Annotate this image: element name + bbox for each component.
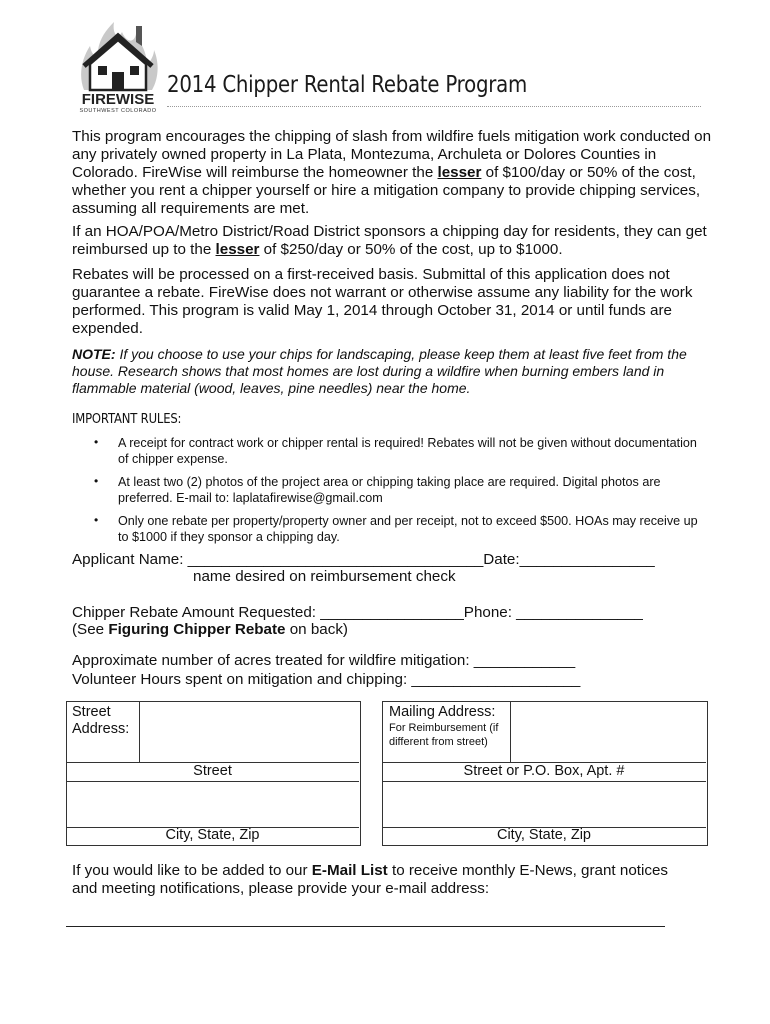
- street-caption: Street: [193, 763, 232, 779]
- rule-item: Only one rebate per property/property owner and per receipt, not to exceed $500. HOAs may receive up to $1000 if they sponsor a chipping day.: [118, 514, 698, 544]
- bullet-icon: •: [94, 474, 99, 488]
- mailing-street-caption: Street or P.O. Box, Apt. #: [463, 763, 625, 779]
- figuring-rebate-reference: Figuring Chipper Rebate: [108, 621, 286, 638]
- firewise-logo: [76, 20, 160, 120]
- intro-paragraph-3: Rebates will be processed on a first-received basis. Submittal of this application does not guarantee a rebate. FireWise does not warrant or otherwise assume any liability for the work performed. This program is valid May 1, 2014 through October 31, 2014 or until funds are expended.: [72, 266, 693, 337]
- intro-paragraph-2: If an HOA/POA/Metro District/Road District sponsors a chipping day for residents, they can get reimbursed up to the lesser of $250/day or 50% of the cost, up to $1000.: [72, 223, 707, 258]
- rebate-amount-hint: (See Figuring Chipper Rebate on back): [72, 621, 348, 638]
- lesser-emphasis: lesser: [215, 241, 260, 258]
- city-caption-left: City, State, Zip: [165, 827, 260, 843]
- street-address-input[interactable]: [140, 701, 359, 762]
- bullet-icon: •: [94, 435, 99, 449]
- acres-treated-field[interactable]: Approximate number of acres treated for wildfire mitigation: ____________: [72, 652, 576, 669]
- city-caption-right: City, State, Zip: [496, 827, 591, 843]
- rules-heading: IMPORTANT RULES:: [72, 411, 182, 427]
- rule-item: At least two (2) photos of the project area or chipping taking place are required. Digital photos are preferred. E-mail to: laplatafirewise@gmail.com: [118, 475, 661, 505]
- city-state-zip-input[interactable]: [67, 781, 359, 827]
- rule-item: A receipt for contract work or chipper rental is required! Rebates will not be given without documentation of chipper expense.: [118, 436, 697, 466]
- street-address-label: Street Address:: [72, 704, 130, 737]
- mailing-address-label: Mailing Address:: [389, 704, 496, 720]
- applicant-name-field[interactable]: Applicant Name: ___________________________________Date:________________: [72, 551, 655, 568]
- note-label: NOTE:: [72, 346, 116, 362]
- logo-subtitle: SOUTHWEST COLORADO: [79, 108, 157, 114]
- house-flame-icon: [76, 20, 160, 94]
- applicant-name-hint: name desired on reimbursement check: [193, 568, 456, 585]
- mailing-city-input[interactable]: [383, 781, 705, 827]
- mailing-address-input[interactable]: [511, 701, 706, 762]
- volunteer-hours-field[interactable]: Volunteer Hours spent on mitigation and chipping: ____________________: [72, 671, 581, 688]
- note-paragraph: NOTE: If you choose to use your chips for landscaping, please keep them at least five feet from the house. Research shows that most homes are lost during a wildfire when burning embers land in flammable material (wood, leaves, pine needles) near the home.: [72, 346, 687, 396]
- logo-wordmark: FIREWISE: [81, 91, 155, 108]
- address-table: [66, 701, 708, 846]
- title-divider: [167, 106, 701, 107]
- intro-paragraph-1: This program encourages the chipping of slash from wildfire fuels mitigation work conducted on any privately owned property in La Plata, Montezuma, Archuleta or Dolores Counties in Colorado. FireWise will reimburse the homeowner the lesser of $100/day or 50% of the cost, whether you rent a chipper yourself or hire a mitigation company to provide chipping services, assuming all requirements are met.: [72, 128, 712, 217]
- email-address-input[interactable]: [66, 926, 665, 927]
- page-title: 2014 Chipper Rental Rebate Program: [167, 72, 527, 98]
- email-list-paragraph: If you would like to be added to our E-Mail List to receive monthly E-News, grant notices and meeting notifications, please provide your e-mail address:: [72, 862, 668, 897]
- rebate-amount-field[interactable]: Chipper Rebate Amount Requested: _________________Phone: _______________: [72, 604, 643, 621]
- email-list-emphasis: E-Mail List: [311, 862, 388, 879]
- bullet-icon: •: [94, 513, 99, 527]
- mailing-address-note: For Reimbursement (if different from street): [389, 722, 499, 748]
- lesser-emphasis: lesser: [437, 164, 482, 181]
